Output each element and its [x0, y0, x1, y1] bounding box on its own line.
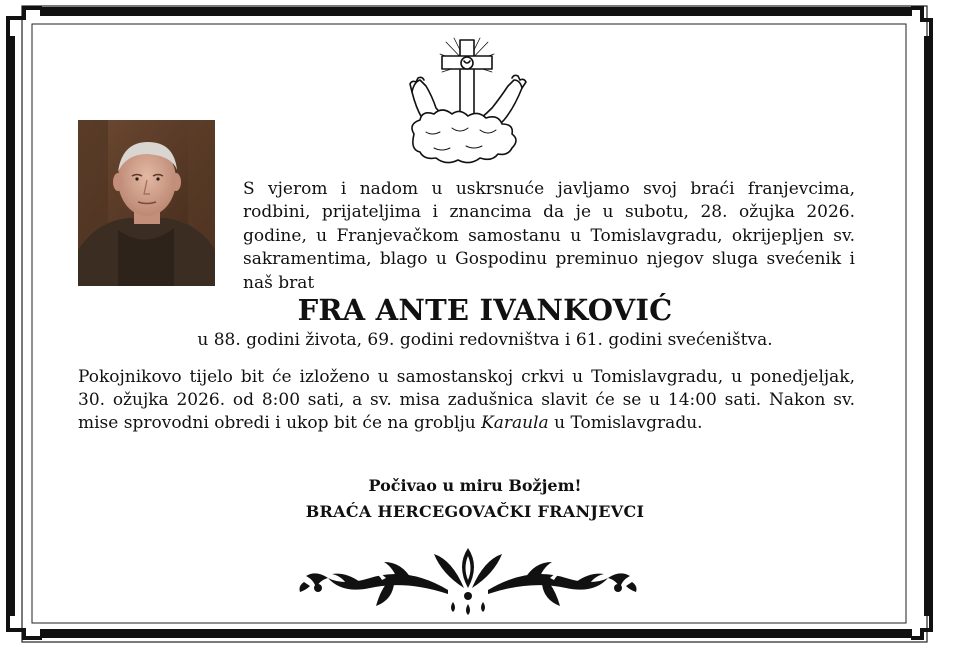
portrait-photo: [78, 120, 215, 286]
deceased-name: FRA ANTE IVANKOVIĆ: [297, 293, 673, 327]
floral-ornament-icon: [298, 544, 638, 616]
funeral-details: [78, 366, 855, 436]
intro-paragraph: S vjerom i nadom u uskrsnuće javljamo svoj braći franjevcima, rodbini, prijateljima i znancima da je u subotu, 28. ožujka 2026. godine, u Franjevačkom samostanu u Tomislavgradu, okrijepljen sv. sakramentima, blago u Gospodinu preminuo njegov sluga svećenik i naš brat: [243, 179, 855, 293]
signature: BRAĆA HERCEGOVAČKI FRANJEVCI: [305, 502, 645, 521]
funeral-details-end: u Tomislavgradu.: [548, 413, 703, 434]
rest-in-peace: Počivao u miru Božjem!: [368, 476, 582, 495]
cemetery-name: Karaula: [481, 413, 549, 434]
funeral-details-text: Pokojnikovo tijelo bit će izloženo u samostanskoj crkvi u Tomislavgradu, u ponedjeljak, 30. ožujka 2026. od 8:00 sati, a sv. misa zadušnica slavit će se u 14:00 sati. Nakon sv. mise sprovodni obredi i ukop bit će na groblju: [78, 367, 855, 434]
life-summary: u 88. godini života, 69. godini redovništva i 61. godini svećeništva.: [197, 330, 773, 350]
franciscan-emblem-icon: [404, 36, 530, 166]
